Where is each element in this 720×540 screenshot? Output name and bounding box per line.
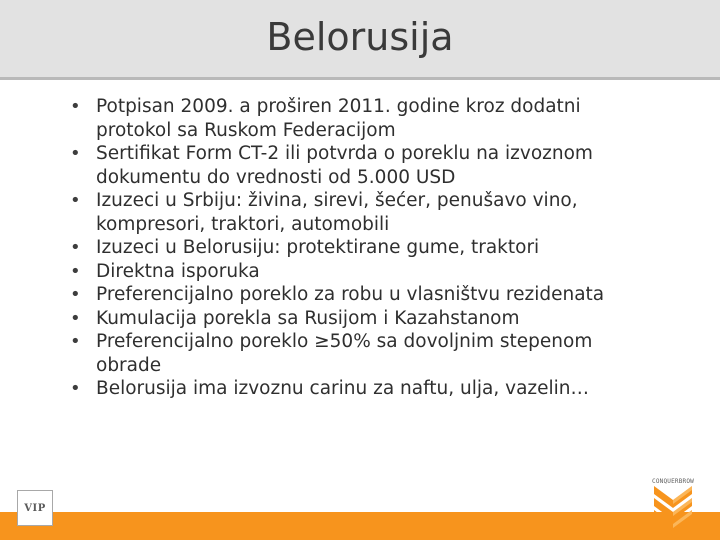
- bullet-item: [70, 95, 650, 142]
- vip-logo-text: VIP: [24, 502, 46, 514]
- title-bar: [0, 0, 720, 80]
- bullet-icon: •: [70, 378, 81, 399]
- bottom-accent-band: [0, 512, 720, 540]
- bullet-item: [70, 283, 650, 307]
- bullet-text: Direktna isporuka: [96, 260, 260, 282]
- chevron-logo-icon: [640, 460, 706, 540]
- bullet-item: [70, 189, 650, 236]
- bullet-list: [70, 95, 650, 401]
- bullet-item: [70, 260, 650, 284]
- bullet-text: Preferencijalno poreklo za robu u vlasništvu rezidenata: [96, 284, 605, 305]
- bullet-item: [70, 330, 650, 377]
- bullet-icon: •: [70, 260, 81, 282]
- bullet-text: Izuzeci u Srbiju: živina, sirevi, šećer, penušavo vino, kompresori, traktori, automobili: [96, 190, 578, 235]
- bullet-item: [70, 236, 650, 260]
- brand-logo: [640, 460, 706, 540]
- bullet-icon: •: [70, 96, 81, 117]
- slide-title: Belorusija: [266, 15, 454, 59]
- bullet-text: Izuzeci u Belorusiju: protektirane gume, traktori: [96, 237, 540, 258]
- bullet-text: Kumulacija porekla sa Rusijom i Kazahstanom: [96, 307, 520, 329]
- bullet-text: Potpisan 2009. a proširen 2011. godine kroz dodatni protokol sa Ruskom Federacijom: [96, 96, 581, 141]
- bullet-icon: •: [70, 284, 81, 305]
- bullet-item: [70, 142, 650, 189]
- bullet-icon: •: [70, 331, 81, 352]
- bullet-text: Preferencijalno poreklo ≥50% sa dovoljnim stepenom obrade: [96, 331, 593, 376]
- bullet-icon: •: [70, 143, 81, 164]
- vip-logo: [17, 490, 53, 526]
- bullet-text: Belorusija ima izvoznu carinu za naftu, ulja, vazelin…: [96, 378, 590, 399]
- bullet-item: [70, 377, 650, 401]
- bullet-text: Sertifikat Form CT-2 ili potvrda o poreklu na izvoznom dokumentu do vrednosti od 5.000 USD: [96, 143, 593, 188]
- bullet-icon: •: [70, 307, 81, 329]
- brand-logo-text: CONQUERBROW: [652, 478, 694, 485]
- bullet-item: [70, 307, 650, 331]
- bullet-icon: •: [70, 237, 81, 258]
- bullet-icon: •: [70, 190, 81, 211]
